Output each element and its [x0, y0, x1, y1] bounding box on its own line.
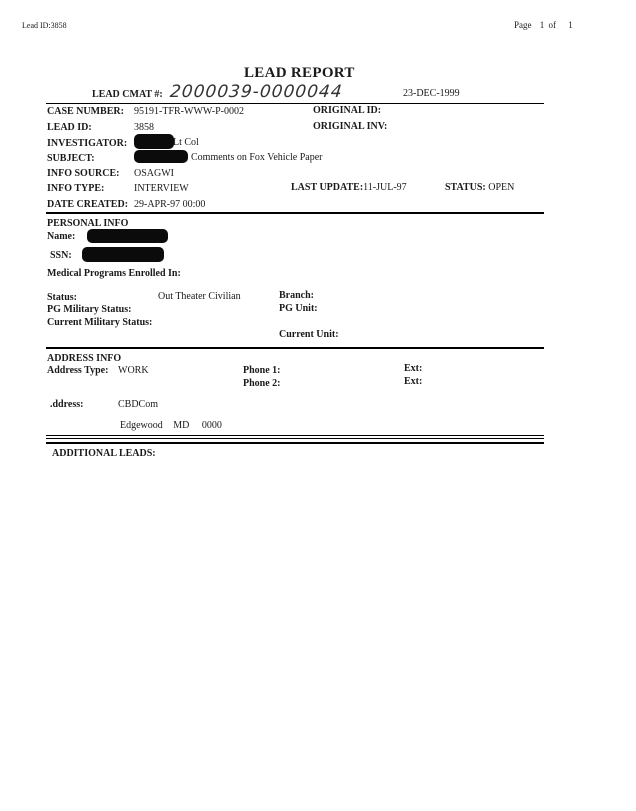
additional-leads-label: ADDITIONAL LEADS:	[52, 448, 156, 459]
address-rule-middle	[46, 438, 544, 439]
ssn-label: SSN:	[50, 250, 72, 261]
current-unit-label: Current Unit:	[279, 329, 339, 340]
subject-label: SUBJECT:	[47, 153, 95, 164]
original-id-label: ORIGINAL ID:	[313, 105, 382, 116]
lead-id-value: 3858	[134, 122, 154, 133]
report-date: 23-DEC-1999	[403, 88, 460, 99]
case-number-label: CASE NUMBER:	[47, 106, 124, 117]
address-section-title: ADDRESS INFO	[47, 353, 122, 364]
header-lead-id: Lead ID:3858	[22, 21, 67, 30]
last-update-value: 11-JUL-97	[363, 182, 407, 193]
info-type-value: INTERVIEW	[134, 183, 189, 194]
personal-rule	[46, 347, 544, 349]
address-zip: 0000	[201, 420, 222, 431]
page-title: LEAD REPORT	[244, 65, 355, 81]
address-line1: CBDCom	[118, 399, 159, 410]
page-of: of	[548, 20, 556, 30]
date-created-label: DATE CREATED:	[47, 199, 129, 210]
page-label: Page	[514, 20, 532, 30]
ext2-label: Ext:	[404, 376, 423, 387]
address-rule-top	[46, 435, 544, 436]
ext1-label: Ext:	[404, 363, 423, 374]
date-created-value: 29-APR-97 00:00	[134, 199, 206, 210]
address-city: Edgewood	[120, 420, 163, 431]
last-update-label: LAST UPDATE:	[291, 182, 364, 193]
page-current: 1	[539, 20, 545, 30]
personal-section-title: PERSONAL INFO	[47, 218, 129, 229]
address-type-label: Address Type:	[47, 365, 109, 376]
info-source-value: OSAGWI	[134, 168, 174, 179]
investigator-label: INVESTIGATOR:	[47, 138, 128, 149]
status	[445, 182, 514, 193]
lead-id-label: LEAD ID:	[47, 122, 92, 133]
pg-military-status-label: PG Military Status:	[47, 304, 132, 315]
phone2-label: Phone 2:	[243, 378, 281, 389]
name-redaction	[87, 229, 168, 243]
case-rule	[46, 212, 544, 214]
address-type-value: WORK	[118, 365, 149, 376]
investigator-rank: Lt Col	[173, 137, 199, 148]
name-label: Name:	[47, 231, 76, 242]
cmat-handwritten-number: 2000039-0000044	[168, 82, 344, 102]
address-city-line	[120, 420, 222, 431]
phone1-label: Phone 1:	[243, 365, 281, 376]
medical-programs-label: Medical Programs Enrolled In:	[47, 268, 181, 279]
case-number: 95191-TFR-WWW-P-0002	[134, 106, 244, 117]
subject-value: Comments on Fox Vehicle Paper	[191, 152, 323, 163]
subject-redaction	[134, 150, 188, 163]
personal-status-label: Status:	[47, 292, 78, 303]
info-type-label: INFO TYPE:	[47, 183, 105, 194]
address-state: MD	[173, 420, 190, 431]
original-inv-label: ORIGINAL INV:	[313, 121, 388, 132]
last-update	[291, 182, 407, 193]
address-rule-bottom	[46, 442, 544, 444]
pg-unit-label: PG Unit:	[279, 303, 318, 314]
status-label: STATUS:	[445, 182, 486, 193]
ssn-redaction	[82, 247, 164, 262]
branch-label: Branch:	[279, 290, 314, 301]
info-source-label: INFO SOURCE:	[47, 168, 120, 179]
page-total: 1	[568, 20, 573, 30]
page-indicator	[514, 20, 573, 30]
investigator-redaction	[134, 134, 174, 149]
current-military-status-label: Current Military Status:	[47, 317, 153, 328]
cmat-label: LEAD CMAT #:	[92, 89, 163, 100]
top-rule	[46, 103, 544, 104]
status-value: OPEN	[488, 182, 515, 193]
address-label: .ddress:	[50, 399, 84, 410]
personal-status-value: Out Theater Civilian	[158, 291, 241, 302]
